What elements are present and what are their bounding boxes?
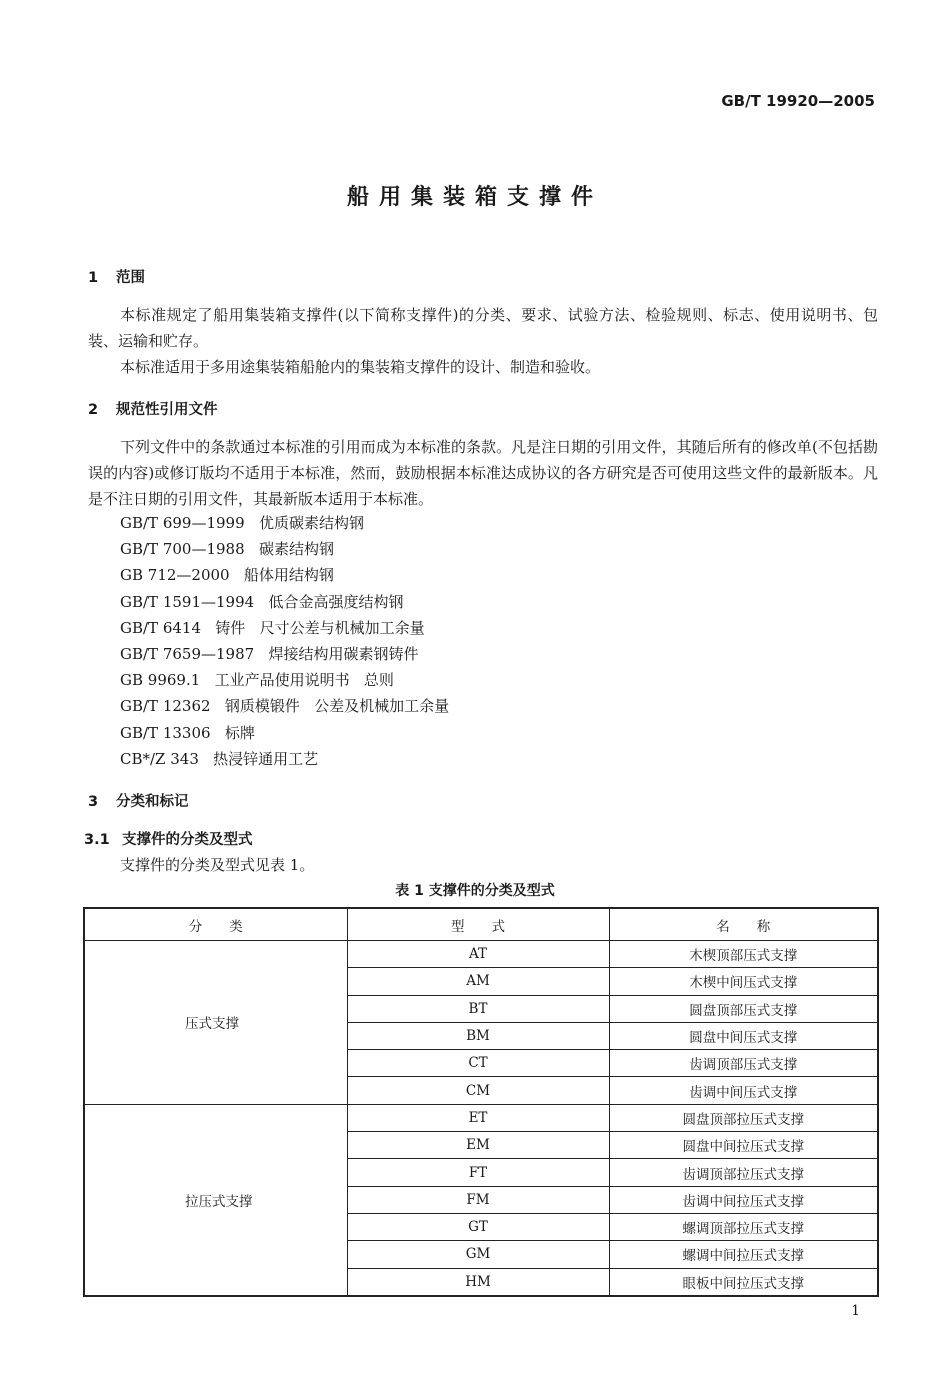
- reference-item: CB*/Z 343 热浸锌通用工艺: [120, 749, 319, 768]
- header-type: 型 式: [347, 908, 609, 941]
- reference-item: GB/T 12362 钢质模锻件 公差及机械加工余量: [120, 697, 450, 716]
- header-name: 名 称: [609, 908, 878, 941]
- section-1-paragraph-2: 本标准适用于多用途集装箱船舱内的集装箱支撑件的设计、制造和验收。: [120, 358, 601, 376]
- type-cell: CT: [347, 1050, 609, 1077]
- type-cell: FT: [347, 1159, 609, 1186]
- table-row: [84, 1104, 878, 1131]
- name-cell: 齿调顶部压式支撑: [609, 1050, 878, 1077]
- type-cell: ET: [347, 1104, 609, 1131]
- table-header-row: [84, 908, 878, 941]
- section-1-paragraph-1: 本标准规定了船用集装箱支撑件(以下简称支撑件)的分类、要求、试验方法、检验规则、标志、使用说明书、包装、运输和贮存。: [88, 306, 878, 350]
- section-number: 3.1: [84, 832, 110, 848]
- standard-number: GB/T 19920—2005: [721, 92, 875, 110]
- section-3-heading: [88, 790, 189, 811]
- classification-table: [83, 907, 879, 1297]
- name-cell: 齿调顶部拉压式支撑: [609, 1159, 878, 1186]
- section-number: 2: [88, 402, 99, 418]
- reference-item: GB/T 13306 标牌: [120, 723, 255, 742]
- name-cell: 木楔顶部压式支撑: [609, 941, 878, 968]
- section-title: 支撑件的分类及型式: [122, 832, 253, 848]
- category-cell: 拉压式支撑: [84, 1104, 347, 1296]
- document-title: 船用集装箱支撑件: [346, 185, 603, 210]
- name-cell: 圆盘中间压式支撑: [609, 1022, 878, 1049]
- type-cell: AT: [347, 941, 609, 968]
- section-1-heading: [88, 266, 145, 287]
- name-cell: 螺调顶部拉压式支撑: [609, 1213, 878, 1240]
- section-title: 规范性引用文件: [116, 402, 218, 418]
- type-cell: BT: [347, 995, 609, 1022]
- section-3-1-heading: [84, 828, 253, 849]
- page-number: 1: [851, 1303, 860, 1319]
- name-cell: 螺调中间拉压式支撑: [609, 1241, 878, 1268]
- type-cell: CM: [347, 1077, 609, 1104]
- section-number: 1: [88, 270, 99, 286]
- reference-item: GB/T 7659—1987 焊接结构用碳素钢铸件: [120, 645, 419, 663]
- name-cell: 眼板中间拉压式支撑: [609, 1268, 878, 1296]
- name-cell: 齿调中间压式支撑: [609, 1077, 878, 1104]
- category-cell: 压式支撑: [84, 941, 347, 1105]
- section-number: 3: [88, 794, 99, 810]
- name-cell: 圆盘顶部拉压式支撑: [609, 1104, 878, 1131]
- table-row: [84, 941, 878, 968]
- name-cell: 圆盘中间拉压式支撑: [609, 1132, 878, 1159]
- type-cell: AM: [347, 968, 609, 995]
- type-cell: EM: [347, 1132, 609, 1159]
- section-title: 范围: [116, 270, 145, 286]
- table-caption: 表 1 支撑件的分类及型式: [395, 883, 555, 899]
- reference-item: GB 9969.1 工业产品使用说明书 总则: [120, 671, 394, 690]
- type-cell: GM: [347, 1241, 609, 1268]
- section-3-1-paragraph-1: 支撑件的分类及型式见表 1。: [120, 856, 315, 874]
- header-category: 分 类: [84, 908, 347, 941]
- section-2-heading: [88, 398, 218, 419]
- type-cell: FM: [347, 1186, 609, 1213]
- reference-item: GB/T 1591—1994 低合金高强度结构钢: [120, 592, 404, 611]
- type-cell: GT: [347, 1213, 609, 1240]
- reference-item: GB/T 6414 铸件 尺寸公差与机械加工余量: [120, 618, 425, 637]
- type-cell: HM: [347, 1268, 609, 1296]
- reference-item: GB 712—2000 船体用结构钢: [120, 566, 334, 585]
- reference-item: GB/T 699—1999 优质碳素结构钢: [120, 514, 364, 532]
- name-cell: 齿调中间拉压式支撑: [609, 1186, 878, 1213]
- table-body: [84, 941, 878, 1296]
- reference-item: GB/T 700—1988 碳素结构钢: [120, 540, 334, 559]
- section-title: 分类和标记: [116, 794, 189, 810]
- name-cell: 圆盘顶部压式支撑: [609, 995, 878, 1022]
- type-cell: BM: [347, 1022, 609, 1049]
- section-2-paragraph-1: 下列文件中的条款通过本标准的引用而成为本标准的条款。凡是注日期的引用文件，其随后所有的修改单(不包括勘误的内容)或修订版均不适用于本标准，然而，鼓励根据本标准达成协议的各方研究是否可使用这些文件的最新版本。凡是不注日期的引用文件，其最新版本适用于本标准。: [88, 438, 878, 508]
- name-cell: 木楔中间压式支撑: [609, 968, 878, 995]
